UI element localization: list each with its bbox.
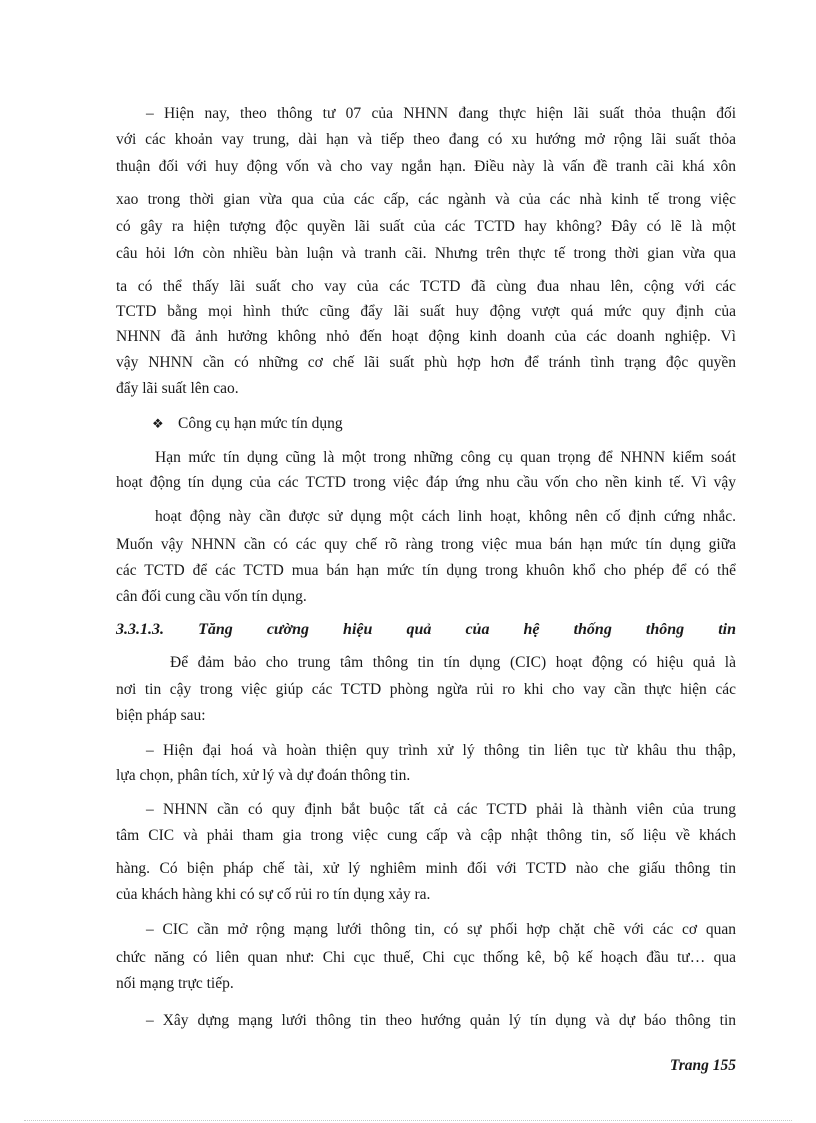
text-line: có gây ra hiện tượng độc quyền lãi suất của các TCTD hay không? Đây có lẽ là một [116, 218, 736, 235]
text-line: với các khoản vay trung, dài hạn và tiếp theo đang có xu hướng mở rộng lãi suất thỏa [116, 131, 736, 148]
text-line: biện pháp sau: [116, 707, 206, 724]
text-line: – Hiện nay, theo thông tư 07 của NHNN đang thực hiện lãi suất thỏa thuận đối [146, 105, 736, 122]
text-line: Để đảm bảo cho trung tâm thông tin tín dụng (CIC) hoạt động có hiệu quả là [170, 654, 736, 671]
text-line: xao trong thời gian vừa qua của các cấp, các ngành và của các nhà kinh tế trong việc [116, 191, 736, 208]
text-line: câu hỏi lớn còn nhiều bàn luận và tranh cãi. Nhưng trên thực tế trong thời gian vừa qua [116, 245, 736, 262]
list-item: – NHNN cần có quy định bắt buộc tất cả các TCTD phải là thành viên của trung [146, 801, 736, 818]
text-line: hoạt động tín dụng của các TCTD trong việc đáp ứng nhu cầu vốn cho nền kinh tế. Vì vậy [116, 474, 736, 491]
text-line: nối mạng trực tiếp. [116, 975, 234, 992]
diamond-bullet-icon: ❖ [152, 416, 164, 431]
list-item: – Xây dựng mạng lưới thông tin theo hướng quản lý tín dụng và dự báo thông tin [146, 1012, 736, 1029]
text-line: Muốn vậy NHNN cần có các quy chế rõ ràng trong việc mua bán hạn mức tín dụng giữa [116, 536, 736, 553]
text-line: các TCTD để các TCTD mua bán hạn mức tín dụng trong khuôn khổ cho phép để có thể [116, 562, 736, 579]
section-heading: 3.3.1.3. Tăng cường hiệu quả của hệ thống thông tin [116, 621, 736, 638]
text-line: TCTD bằng mọi hình thức cũng đẩy lãi suất huy động vượt quá mức quy định của [116, 303, 736, 320]
text-line: Hạn mức tín dụng cũng là một trong những công cụ quan trọng để NHNN kiểm soát [155, 449, 736, 466]
list-item: – CIC cần mở rộng mạng lưới thông tin, có sự phối hợp chặt chẽ với các cơ quan [146, 921, 736, 938]
footer-divider [24, 1120, 792, 1121]
text-line: chức năng có liên quan như: Chi cục thuế, Chi cục thống kê, bộ kế hoạch đầu tư… qua [116, 949, 736, 966]
text-line: nơi tin cậy trong việc giúp các TCTD phòng ngừa rủi ro khi cho vay cần thực hiện các [116, 681, 736, 698]
text-line: lựa chọn, phân tích, xử lý và dự đoán thông tin. [116, 767, 411, 784]
page-number: Trang 155 [669, 1057, 736, 1074]
text-line: của khách hàng khi có sự cố rủi ro tín dụng xảy ra. [116, 886, 431, 903]
text-line: hoạt động này cần được sử dụng một cách linh hoạt, không nên cố định cứng nhắc. [155, 508, 736, 525]
text-line: ta có thể thấy lãi suất cho vay của các TCTD đã cùng đua nhau lên, cộng với các [116, 278, 736, 295]
section-bullet [152, 414, 736, 434]
text-line: thuận đối với huy động vốn và cho vay ngắn hạn. Điều này là vấn đề tranh cãi khá xôn [116, 158, 736, 175]
text-line: cân đối cung cầu vốn tín dụng. [116, 588, 307, 605]
text-line: vậy NHNN cần có những cơ chế lãi suất phù hợp hơn để tránh tình trạng độc quyền [116, 354, 736, 371]
text-line: NHNN đã ảnh hưởng không nhỏ đến hoạt động kinh doanh của các doanh nghiệp. Vì [116, 328, 736, 345]
text-line: đẩy lãi suất lên cao. [116, 380, 239, 397]
section-title: Công cụ hạn mức tín dụng [178, 415, 343, 432]
text-line: hàng. Có biện pháp chế tài, xử lý nghiêm minh đối với TCTD nào che giấu thông tin [116, 860, 736, 877]
list-item: – Hiện đại hoá và hoàn thiện quy trình xử lý thông tin liên tục từ khâu thu thập, [146, 742, 736, 759]
text-line: tâm CIC và phải tham gia trong việc cung cấp và cập nhật thông tin, số liệu về khách [116, 827, 736, 844]
